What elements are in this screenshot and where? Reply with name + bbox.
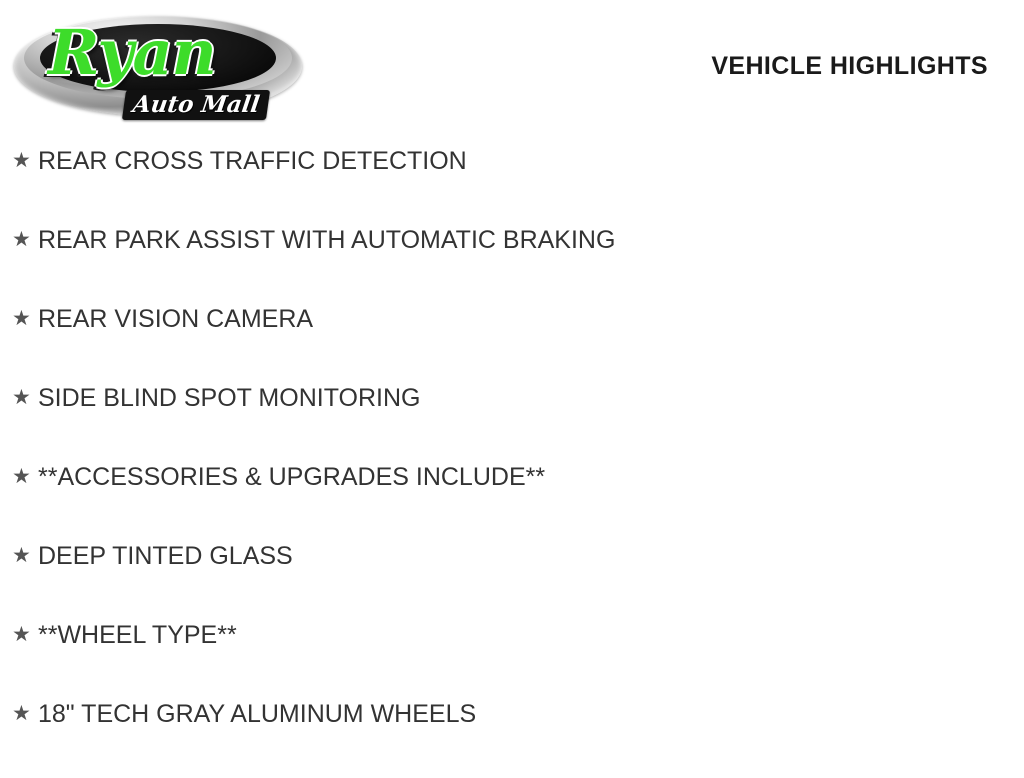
star-icon: ★ xyxy=(12,149,31,172)
feature-label: REAR PARK ASSIST WITH AUTOMATIC BRAKING xyxy=(38,226,616,254)
list-item xyxy=(0,620,1024,699)
star-icon: ★ xyxy=(12,465,31,488)
logo-brand-text: Ryan xyxy=(48,16,216,89)
star-icon: ★ xyxy=(12,307,31,330)
list-item xyxy=(0,541,1024,620)
star-icon: ★ xyxy=(12,386,31,409)
star-icon: ★ xyxy=(12,702,31,725)
feature-label: **WHEEL TYPE** xyxy=(38,621,237,649)
list-item xyxy=(0,304,1024,383)
feature-label: REAR VISION CAMERA xyxy=(38,305,314,333)
dealer-logo xyxy=(14,8,304,123)
feature-label: REAR CROSS TRAFFIC DETECTION xyxy=(38,147,467,175)
page-title: VEHICLE HIGHLIGHTS xyxy=(711,52,988,80)
logo-sub-text: Auto Mall xyxy=(122,90,271,120)
feature-label: DEEP TINTED GLASS xyxy=(38,542,293,570)
vehicle-highlights-list xyxy=(0,146,1024,778)
star-icon: ★ xyxy=(12,623,31,646)
star-icon: ★ xyxy=(12,228,31,251)
list-item xyxy=(0,699,1024,778)
list-item xyxy=(0,225,1024,304)
star-icon: ★ xyxy=(12,544,31,567)
feature-label: **ACCESSORIES & UPGRADES INCLUDE** xyxy=(38,463,546,491)
feature-label: 18" TECH GRAY ALUMINUM WHEELS xyxy=(38,700,477,728)
list-item xyxy=(0,462,1024,541)
list-item xyxy=(0,383,1024,462)
feature-label: SIDE BLIND SPOT MONITORING xyxy=(38,384,421,412)
list-item xyxy=(0,146,1024,225)
page-header xyxy=(0,0,1024,130)
